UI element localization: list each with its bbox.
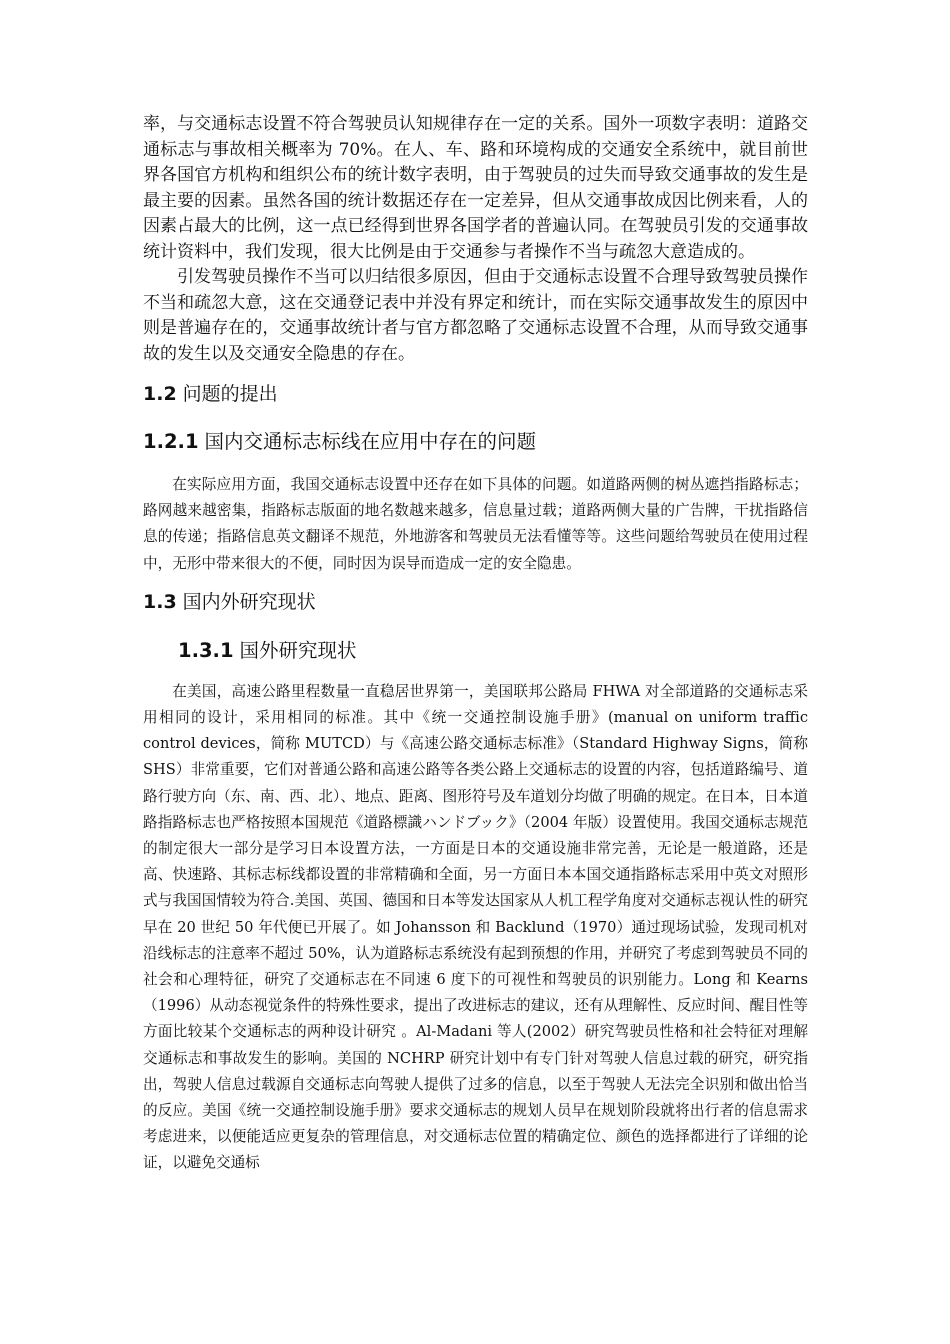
- section-title: 国内外研究现状: [182, 590, 316, 613]
- document-page: [143, 112, 808, 1177]
- section-number: 1.2.1: [143, 430, 199, 453]
- section-heading-1-2-1: [143, 424, 808, 460]
- section-heading-1-3: [143, 585, 808, 619]
- section-title: 问题的提出: [182, 383, 278, 405]
- section-number: 1.3.1: [178, 638, 234, 662]
- section-title: 国外研究现状: [239, 638, 357, 662]
- paragraph-foreign-research: 在美国，高速公路里程数量一直稳居世界第一，美国联邦公路局 FHWA 对全部道路的交通标志采用相同的设计，采用相同的标准。其中《统一交通控制设施手册》(manual on uniform traffic control devices，简称 MUTCD）与《高速公路交通标志标准》（Standard Highway Signs，简称 SHS）非常重要，它们对普通公路和高速公路等各类公路上交通标志的设置的内容，包括道路编号、道路行驶方向（东、南、西、北）、地点、距离、图形符号及车道划分均做了明确的规定。在日本，日本道路指路标志也严格按照本国规范《道路標識ハンドブック》（2004 年版）设置使用。我国交通标志规范的制定很大一部分是学习日本设置方法，一方面是日本的交通设施非常完善，无论是一般道路，还是高、快速路、其标志标线都设置的非常精确和全面，另一方面日本本国交通指路标志采用中英文对照形式与我国国情较为符合.美国、英国、德国和日本等发达国家从人机工程学角度对交通标志视认性的研究早在 20 世纪 50 年代便已开展了。如 Johansson 和 Backlund（1970）通过现场试验，发现司机对沿线标志的注意率不超过 50%，认为道路标志系统没有起到预想的作用，并研究了考虑到驾驶员不同的社会和心理特征，研究了交通标志在不同速 6 度下的可视性和驾驶员的识别能力。Long 和 Kearns（1996）从动态视觉条件的特殊性要求，提出了改进标志的建议，还有从理解性、反应时间、醒目性等方面比较某个交通标志的两种设计研究 。Al-Madani 等人(2002）研究驾驶员性格和社会特征对理解交通标志和事故发生的影响。美国的 NCHRP 研究计划中有专门针对驾驶人信息过载的研究，研究指出，驾驶人信息过载源自交通标志向驾驶人提供了过多的信息，以至于驾驶人无法完全识别和做出恰当的反应。美国《统一交通控制设施手册》要求交通标志的规划人员早在规划阶段就将出行者的信息需求考虑进来，以便能适应更复杂的管理信息，对交通标志位置的精确定位、颜色的选择都进行了详细的论证，以避免交通标: [143, 682, 808, 1172]
- paragraph-accident-causes: 率，与交通标志设置不符合驾驶员认知规律存在一定的关系。国外一项数字表明：道路交通标志与事故相关概率为 70%。在人、车、路和环境构成的交通安全系统中，就目前世界各国官方机构和组织公布的统计数字表明，由于驾驶员的过失而导致交通事故的发生是最主要的因素。虽然各国的统计数据还存在一定差异，但从交通事故成因比例来看，人的因素占最大的比例，这一点已经得到世界各国学者的普遍认同。在驾驶员引发的交通事故统计资料中，我们发现，很大比例是由于交通参与者操作不当与疏忽大意造成的。: [143, 114, 808, 262]
- paragraph-sign-placement: 引发驾驶员操作不当可以归结很多原因，但由于交通标志设置不合理导致驾驶员操作不当和疏忽大意，这在交通登记表中并没有界定和统计，而在实际交通事故发生的原因中则是普遍存在的，交通事故统计者与官方都忽略了交通标志设置不合理，从而导致交通事故的发生以及交通安全隐患的存在。: [143, 267, 808, 364]
- paragraph-domestic-problems: 在实际应用方面，我国交通标志设置中还存在如下具体的问题。如道路两侧的树丛遮挡指路标志；路网越来越密集，指路标志版面的地名数越来越多，信息量过载；道路两侧大量的广告牌，干扰指路信息的传递；指路信息英文翻译不规范，外地游客和驾驶员无法看懂等等。这些问题给驾驶员在使用过程中，无形中带来很大的不便，同时因为误导而造成一定的安全隐患。: [143, 476, 808, 572]
- section-number: 1.3: [143, 590, 177, 613]
- section-heading-1-3-1: [178, 633, 808, 669]
- section-title: 国内交通标志标线在应用中存在的问题: [204, 430, 537, 453]
- section-number: 1.2: [143, 383, 177, 405]
- section-heading-1-2: [143, 376, 808, 412]
